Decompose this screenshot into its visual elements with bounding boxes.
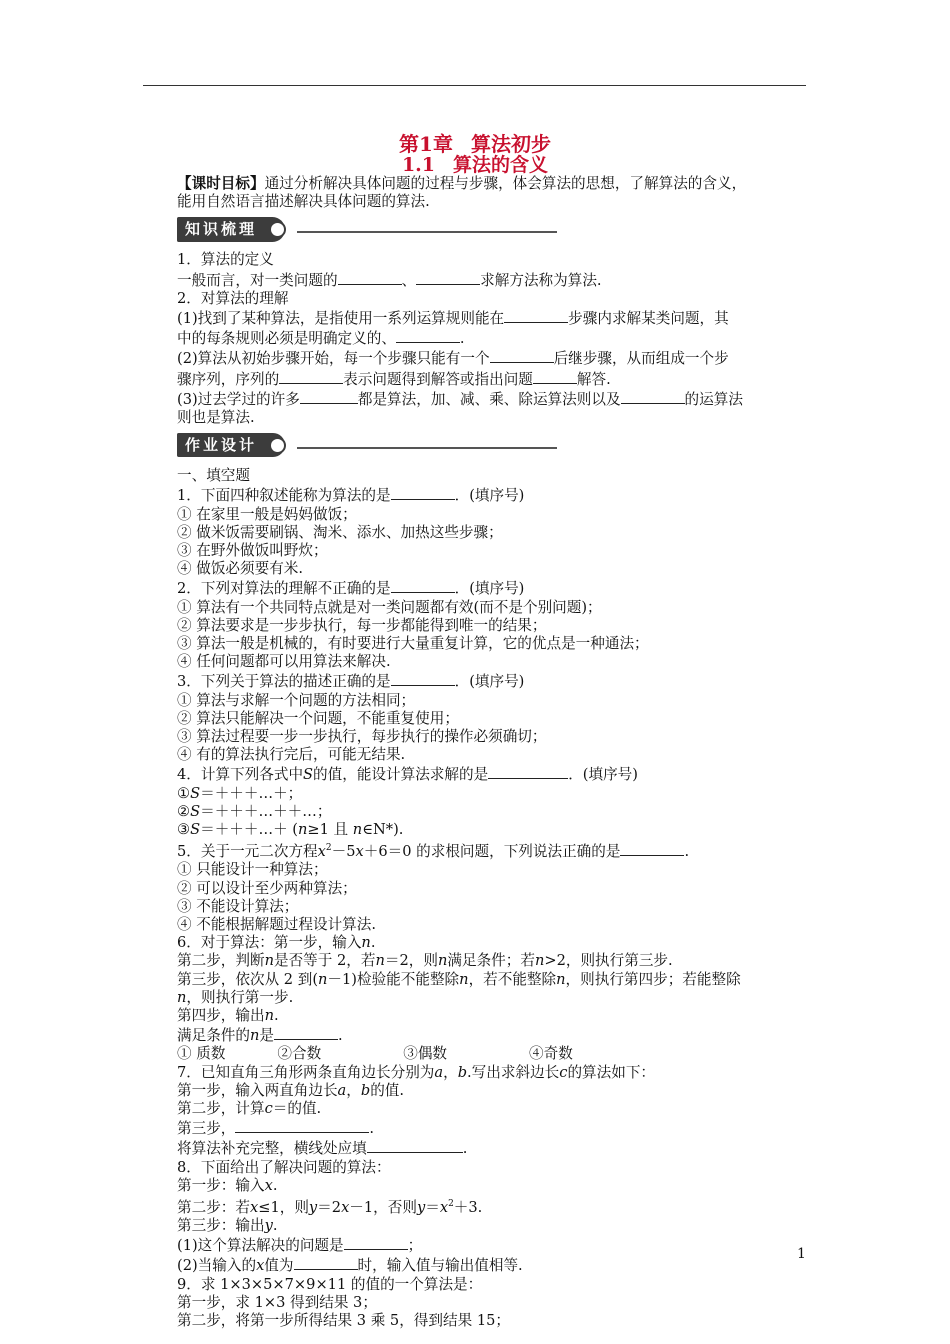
text: 是否等于 2，若 — [273, 952, 376, 970]
text: (3)过去学过的许多 — [177, 390, 300, 408]
step — [177, 1177, 807, 1195]
question-7 — [177, 1064, 807, 1082]
text: ＝＋＋＋…＋； — [200, 784, 303, 802]
text: 的算法如下： — [567, 1063, 656, 1081]
step — [177, 952, 807, 970]
text: ＋6＝0 的求根问题，下列说法正确的是 — [363, 843, 621, 861]
option: ④ 做饭必须要有米. — [177, 560, 304, 578]
text: 4．计算下列各式中 — [177, 766, 304, 784]
text: . — [272, 1217, 278, 1235]
fill-blank[interactable] — [396, 328, 460, 343]
answer-blank[interactable] — [294, 1255, 358, 1270]
question-4 — [177, 764, 807, 784]
exercise-heading: 一、填空题 — [177, 467, 250, 485]
option: ① 只能设计一种算法； — [177, 861, 328, 879]
text: 的运算法 — [684, 390, 743, 408]
question-5 — [177, 839, 807, 861]
chapter-number: 第1章 — [399, 132, 453, 156]
section-number: 1.1 — [401, 154, 436, 176]
section-header-homework — [177, 431, 807, 461]
text: . — [370, 934, 376, 952]
option: ③ 算法一般是机械的，有时要进行大量重复计算，它的优点是一种通法； — [177, 635, 649, 653]
text: ．(填序号) — [454, 487, 525, 505]
answer-blank[interactable] — [488, 764, 568, 779]
fill-blank[interactable] — [504, 308, 568, 323]
understanding-1 — [177, 308, 807, 328]
text: >2，则执行第三步. — [544, 952, 673, 970]
text: ，若不能整除 — [468, 970, 557, 988]
text: ，则执行第四步；若能整除 — [565, 970, 741, 988]
math-var: n — [298, 821, 308, 839]
answer-blank[interactable] — [274, 1025, 338, 1040]
step — [177, 1217, 807, 1235]
choice: ②合数 — [277, 1045, 322, 1063]
text: ＝的值. — [272, 1100, 322, 1117]
knowledge-item-1: 1．算法的定义 — [177, 251, 274, 269]
text: . — [338, 1027, 343, 1045]
text: ＝＋＋＋…＋ ( — [200, 821, 298, 839]
text: ≤1，则 — [258, 1198, 309, 1216]
math-var: x — [439, 1198, 449, 1216]
text: ② — [177, 802, 191, 820]
option: ④ 任何问题都可以用算法来解决. — [177, 653, 391, 671]
understanding-3 — [177, 389, 807, 409]
text: 第三步， — [177, 1120, 236, 1138]
question-8: 8．下面给出了解决问题的算法： — [177, 1158, 391, 1176]
choice: ① 质数 — [177, 1045, 226, 1063]
text: 第二步，判断 — [177, 952, 265, 970]
goal-text-2: 能用自然语言描述解决具体问题的算法. — [177, 193, 430, 211]
text: ③ — [177, 821, 191, 839]
fill-blank[interactable] — [300, 389, 358, 404]
math-var: x — [264, 1176, 273, 1194]
text: (1)这个算法解决的问题是 — [177, 1237, 344, 1255]
section-divider — [297, 231, 557, 233]
math-var: n — [264, 952, 274, 970]
step — [177, 1025, 807, 1045]
text: 第四步，输出 — [177, 1006, 265, 1024]
text: . — [684, 843, 690, 861]
text: 的值. — [370, 1081, 405, 1099]
text: ．(填序号) — [454, 580, 525, 598]
text: －5 — [331, 843, 356, 861]
math-var: n — [361, 934, 371, 952]
text: ，则执行第一步. — [186, 988, 294, 1006]
fill-blank[interactable] — [621, 389, 685, 404]
page-number: 1 — [797, 1246, 806, 1262]
option: ② 可以设计至少两种算法； — [177, 879, 357, 897]
option: ① 算法有一个共同特点就是对一类问题都有效(而不是个别问题)； — [177, 598, 602, 616]
text: －1)检验能不能整除 — [327, 970, 460, 988]
option: ① 在家里一般是妈妈做饭； — [177, 505, 357, 523]
text: ＝ — [425, 1198, 440, 1216]
understanding-3-cont: 则也是算法. — [177, 409, 255, 427]
section-name: 算法的含义 — [453, 154, 549, 176]
step — [177, 989, 807, 1007]
text: ≥1 且 — [307, 821, 349, 839]
text: . — [272, 1176, 278, 1194]
step — [177, 1082, 807, 1100]
text: 一般而言，对一类问题的 — [177, 271, 338, 289]
text: ＋3. — [453, 1198, 483, 1216]
text: ．(填序号) — [568, 766, 638, 784]
choice-row — [177, 1045, 807, 1063]
text: ＝2 — [317, 1198, 342, 1216]
text: 第三步：输出 — [177, 1217, 265, 1235]
option: ④ 有的算法执行完后，可能无结果. — [177, 746, 406, 764]
goal-text-1: 通过分析解决具体问题的过程与步骤，体会算法的思想，了解算法的含义， — [264, 175, 747, 192]
knowledge-def — [177, 270, 807, 290]
section-title — [0, 150, 950, 177]
text: 满足条件的 — [177, 1027, 250, 1045]
option: ② 算法要求是一步步执行，每一步都能得到唯一的结果； — [177, 616, 547, 634]
sub-question — [177, 1255, 807, 1275]
text: ， — [346, 1081, 361, 1099]
text: 7．已知直角三角形两条直角边长分别为 — [177, 1063, 435, 1081]
text: *). — [385, 821, 404, 839]
text: 都是算法，加、减、乘、除运算法则以及 — [357, 390, 621, 408]
text: 中的每条规则必须是明确定义的、 — [177, 330, 396, 348]
math-var: n — [318, 970, 328, 988]
math-var: n — [352, 821, 363, 839]
answer-blank[interactable] — [391, 578, 455, 593]
goal-label: 【课时目标】 — [177, 175, 265, 192]
bullet-dot-icon — [269, 221, 286, 238]
text: ∈N — [362, 821, 386, 839]
math-var: n — [249, 1027, 260, 1045]
step: 第一步，求 1×3 得到结果 3； — [177, 1293, 377, 1311]
text: 第二步，计算 — [177, 1100, 265, 1117]
text: 值为 — [264, 1257, 294, 1275]
text: 2．下列对算法的理解不正确的是 — [177, 580, 391, 598]
text: 后继步骤，从而组成一个步 — [553, 350, 729, 368]
answer-blank[interactable] — [367, 1138, 463, 1153]
text: . — [369, 1120, 375, 1138]
step — [177, 1118, 807, 1138]
understanding-2 — [177, 348, 807, 368]
answer-blank[interactable] — [344, 1235, 408, 1250]
math-var: a — [337, 1081, 347, 1099]
fill-blank[interactable] — [416, 270, 480, 285]
option: ② 做米饭需要刷锅、淘米、添水、加热这些步骤； — [177, 523, 503, 541]
answer-blank[interactable] — [235, 1118, 369, 1133]
chapter-name: 算法初步 — [470, 132, 551, 156]
math-var: S — [190, 802, 201, 820]
sub-question — [177, 1235, 807, 1255]
text: 第一步，输入两直角边长 — [177, 1081, 338, 1099]
text: 第二步：若 — [177, 1198, 250, 1216]
option: ① 算法与求解一个问题的方法相同； — [177, 691, 416, 709]
text: (2)算法从初始步骤开始，每一个步骤只能有一个 — [177, 350, 490, 368]
text: 求解方法称为算法. — [480, 271, 602, 289]
understanding-2-cont — [177, 369, 807, 389]
text: (2)当输入的 — [177, 1257, 257, 1275]
fill-blank[interactable] — [279, 369, 343, 384]
text: 骤序列，序列的 — [177, 370, 280, 388]
section-label-homework: 作业设计 — [177, 433, 285, 457]
fill-blank[interactable] — [490, 348, 554, 363]
math-var: S — [190, 821, 201, 839]
text: 6．对于算法：第一步，输入 — [177, 934, 362, 952]
math-var: y — [308, 1198, 318, 1216]
option: ③ 算法过程要一步一步执行，每步执行的操作必须确切； — [177, 728, 547, 746]
math-var: n — [459, 970, 469, 988]
text: ＝2，则 — [384, 952, 438, 970]
text: 第一步：输入 — [177, 1176, 265, 1194]
option — [177, 785, 807, 803]
header-rule — [143, 85, 806, 86]
bullet-dot-icon — [269, 437, 286, 454]
math-var: S — [190, 784, 201, 802]
text: 、 — [401, 271, 417, 289]
answer-blank[interactable] — [391, 485, 455, 500]
math-var: n — [534, 952, 545, 970]
text: 将算法补充完整，横线处应填 — [177, 1140, 367, 1158]
text: 的值，能设计算法求解的是 — [313, 766, 489, 784]
option: ④ 不能根据解题过程设计算法. — [177, 915, 376, 933]
math-var: n — [375, 952, 385, 970]
step: 第二步，将第一步所得结果 3 乘 5，得到结果 15； — [177, 1312, 510, 1330]
math-var: c — [264, 1100, 273, 1117]
superscript: 2 — [448, 1199, 454, 1210]
math-var: b — [360, 1081, 371, 1099]
option: ③ 在野外做饭叫野炊； — [177, 542, 328, 560]
text: . — [462, 1140, 468, 1158]
text: 3．下列关于算法的描述正确的是 — [177, 673, 391, 691]
answer-blank[interactable] — [620, 841, 684, 856]
choice: ④奇数 — [529, 1045, 573, 1063]
fill-blank[interactable] — [338, 270, 402, 285]
option: ③ 不能设计算法； — [177, 897, 299, 915]
option — [177, 821, 807, 839]
text: (1)找到了某种算法，是指使用一系列运算规则能在 — [177, 310, 505, 328]
knowledge-item-2: 2．对算法的理解 — [177, 289, 289, 307]
text: ．(填序号) — [454, 673, 525, 691]
section-divider — [297, 447, 557, 449]
math-var: x — [355, 843, 364, 861]
option — [177, 803, 807, 821]
question-9: 9．求 1×3×5×7×9×11 的值的一个算法是： — [177, 1275, 483, 1293]
text: . — [459, 330, 465, 348]
math-var: n — [264, 1006, 274, 1024]
text: 是 — [259, 1027, 274, 1045]
text: 解答. — [576, 370, 611, 388]
text: ① — [177, 784, 191, 802]
math-var: x — [256, 1257, 265, 1275]
text: －1，否则 — [349, 1198, 417, 1216]
math-var: n — [556, 970, 566, 988]
option: ② 算法只能解决一个问题，不能重复使用； — [177, 709, 459, 727]
question-1 — [177, 485, 807, 505]
step — [177, 1138, 807, 1158]
math-var: b — [457, 1063, 468, 1081]
superscript: 2 — [325, 843, 332, 854]
text: ＝＋＋＋…＋＋…； — [200, 802, 332, 820]
math-var: S — [303, 766, 314, 784]
math-var: a — [434, 1063, 444, 1081]
text: 步骤内求解某类问题，其 — [568, 310, 729, 328]
text: ， — [443, 1063, 458, 1081]
step — [177, 971, 807, 989]
text: 1．下面四种叙述能称为算法的是 — [177, 487, 391, 505]
section-label-knowledge: 知识梳理 — [177, 217, 285, 241]
question-6 — [177, 934, 807, 952]
answer-blank[interactable] — [391, 671, 455, 686]
math-var: x — [249, 1198, 259, 1216]
math-var: x — [317, 843, 326, 861]
text: 满足条件；若 — [447, 952, 535, 970]
text: 表示问题得到解答或指出问题 — [343, 370, 533, 388]
section-header-knowledge — [177, 215, 807, 245]
math-var: y — [416, 1198, 426, 1216]
step — [177, 1100, 807, 1118]
math-var: x — [341, 1198, 350, 1216]
math-var: n — [177, 988, 187, 1006]
text: ； — [407, 1237, 423, 1255]
step — [177, 1195, 807, 1217]
lesson-goal — [177, 175, 807, 193]
question-3 — [177, 671, 807, 691]
text: 5．关于一元二次方程 — [177, 843, 318, 861]
fill-blank[interactable] — [533, 369, 577, 384]
question-2 — [177, 578, 807, 598]
choice: ③偶数 — [403, 1045, 448, 1063]
text: 第三步，依次从 2 到( — [177, 970, 319, 988]
text: .写出求斜边长 — [467, 1063, 560, 1081]
document-body — [177, 175, 807, 1330]
math-var: n — [437, 952, 448, 970]
understanding-1-cont — [177, 328, 807, 348]
math-var: y — [264, 1217, 273, 1235]
math-var: c — [559, 1063, 568, 1081]
text: 时，输入值与输出值相等. — [357, 1257, 523, 1275]
text: . — [273, 1006, 279, 1024]
step — [177, 1007, 807, 1025]
